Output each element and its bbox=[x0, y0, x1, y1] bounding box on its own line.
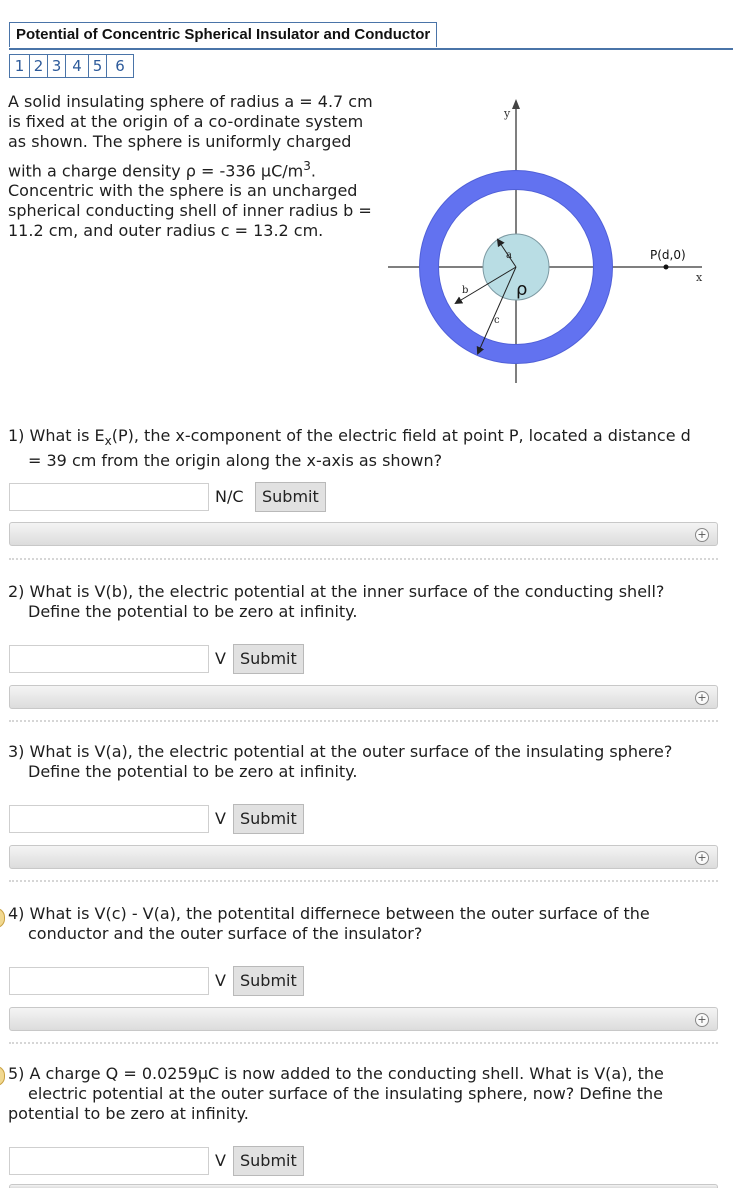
status-marker bbox=[0, 1066, 5, 1086]
question-number: 3) bbox=[8, 742, 25, 761]
question-number: 1) bbox=[8, 426, 25, 445]
point-p-label: P(d,0) bbox=[650, 248, 686, 262]
submit-button-4[interactable]: Submit bbox=[233, 966, 304, 996]
question-4 bbox=[8, 904, 650, 944]
unit-label-1: N/C bbox=[215, 487, 244, 506]
problem-header bbox=[9, 22, 733, 50]
question-text-part: What is E bbox=[29, 426, 105, 445]
hint-bar-3[interactable] bbox=[9, 845, 718, 869]
question-text bbox=[8, 742, 672, 762]
divider bbox=[9, 880, 718, 882]
question-tabs bbox=[9, 54, 134, 78]
expand-icon[interactable]: + bbox=[695, 1013, 709, 1027]
answer-input-4[interactable] bbox=[9, 967, 209, 995]
answer-input-5[interactable] bbox=[9, 1147, 209, 1175]
submit-button-1[interactable]: Submit bbox=[255, 482, 326, 512]
question-text-part: (P), the x-component of the electric field at point P, located a distance d bbox=[111, 426, 691, 445]
intro-line bbox=[8, 156, 380, 181]
label-a: a bbox=[506, 250, 512, 261]
intro-line: 11.2 cm, and outer radius c = 13.2 cm. bbox=[8, 221, 324, 241]
label-c: c bbox=[494, 315, 500, 326]
point-p bbox=[664, 265, 669, 270]
question-3 bbox=[8, 742, 672, 782]
divider bbox=[9, 558, 718, 560]
question-1 bbox=[8, 426, 691, 471]
unit-label-5: V bbox=[215, 1151, 226, 1170]
intro-line: Concentric with the sphere is an uncharged bbox=[8, 181, 358, 201]
label-rho: ρ bbox=[516, 279, 528, 300]
question-text-line: Define the potential to be zero at infinity. bbox=[28, 602, 358, 621]
question-text-part: What is V(b), the electric potential at the inner surface of the conducting shell? bbox=[29, 582, 665, 601]
unit-label-2: V bbox=[215, 649, 226, 668]
question-text-line: potential to be zero at infinity. bbox=[8, 1104, 249, 1123]
question-text-line: Define the potential to be zero at infinity. bbox=[28, 762, 358, 781]
intro-line: spherical conducting shell of inner radius b = bbox=[8, 201, 372, 221]
submit-button-5[interactable]: Submit bbox=[233, 1146, 304, 1176]
question-5 bbox=[8, 1064, 664, 1124]
divider bbox=[9, 1042, 718, 1044]
divider bbox=[9, 720, 718, 722]
expand-icon[interactable]: + bbox=[695, 851, 709, 865]
question-text bbox=[8, 904, 650, 924]
unit-label-4: V bbox=[215, 971, 226, 990]
intro-text: . bbox=[310, 161, 316, 181]
hint-bar-1[interactable] bbox=[9, 522, 718, 546]
y-axis-label: y bbox=[504, 107, 511, 120]
submit-button-3[interactable]: Submit bbox=[233, 804, 304, 834]
unit-label-3: V bbox=[215, 809, 226, 828]
tab-2[interactable]: 2 bbox=[29, 55, 47, 77]
status-marker bbox=[0, 908, 5, 928]
question-text-part: What is V(a), the electric potential at the outer surface of the insulating sphere? bbox=[29, 742, 673, 761]
exponent: 3 bbox=[303, 159, 311, 173]
question-2 bbox=[8, 582, 664, 622]
tab-6[interactable]: 6 bbox=[106, 55, 133, 77]
y-arrow bbox=[512, 99, 520, 109]
concentric-sphere-diagram bbox=[384, 95, 724, 387]
intro-line: is fixed at the origin of a co-ordinate system bbox=[8, 112, 364, 131]
x-axis-label: x bbox=[696, 271, 703, 284]
question-text-line: = 39 cm from the origin along the x-axis as shown? bbox=[28, 451, 443, 471]
subscript: x bbox=[104, 434, 112, 449]
question-text-part: A charge Q = 0.0259μC is now added to the conducting shell. What is V(a), the bbox=[29, 1064, 664, 1083]
question-number: 5) bbox=[8, 1064, 25, 1083]
tab-3[interactable]: 3 bbox=[47, 55, 65, 77]
intro-line: as shown. The sphere is uniformly charged bbox=[8, 132, 352, 151]
answer-input-1[interactable] bbox=[9, 483, 209, 511]
answer-input-2[interactable] bbox=[9, 645, 209, 673]
hint-bar-2[interactable] bbox=[9, 685, 718, 709]
submit-button-2[interactable]: Submit bbox=[233, 644, 304, 674]
question-text-line: conductor and the outer surface of the insulator? bbox=[28, 924, 423, 943]
label-b: b bbox=[462, 285, 469, 296]
answer-input-3[interactable] bbox=[9, 805, 209, 833]
tab-4[interactable]: 4 bbox=[65, 55, 88, 77]
intro-line: A solid insulating sphere of radius a = 4.7 cm bbox=[8, 92, 373, 111]
hint-bar-4[interactable] bbox=[9, 1007, 718, 1031]
expand-icon[interactable]: + bbox=[695, 528, 709, 542]
question-number: 4) bbox=[8, 904, 25, 923]
question-number: 2) bbox=[8, 582, 25, 601]
question-text bbox=[8, 582, 664, 602]
tab-5[interactable]: 5 bbox=[88, 55, 106, 77]
question-text bbox=[8, 426, 691, 451]
problem-statement bbox=[8, 92, 380, 241]
question-text-line: electric potential at the outer surface of the insulating sphere, now? Define the bbox=[28, 1084, 663, 1103]
expand-icon[interactable]: + bbox=[695, 691, 709, 705]
question-text bbox=[8, 1064, 664, 1084]
tab-1[interactable]: 1 bbox=[10, 55, 29, 77]
problem-title: Potential of Concentric Spherical Insulator and Conductor bbox=[9, 22, 437, 47]
question-text-part: What is V(c) - V(a), the potentital differnece between the outer surface of the bbox=[29, 904, 650, 923]
hint-bar-5[interactable] bbox=[9, 1184, 718, 1188]
intro-text: with a charge density ρ = -336 μC/m bbox=[8, 161, 304, 181]
